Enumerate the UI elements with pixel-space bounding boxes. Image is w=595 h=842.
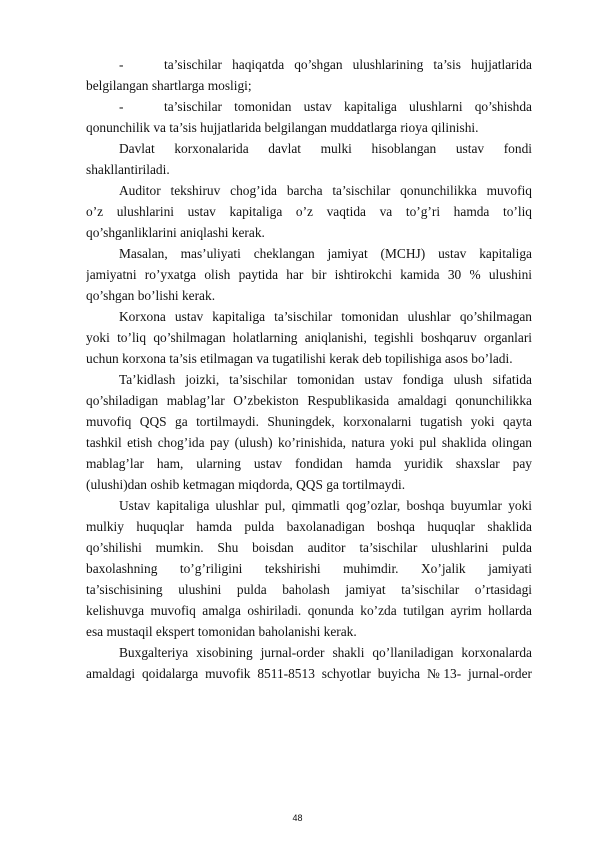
page-number: 48 <box>292 813 303 823</box>
text-line: Masalan, mas’uliyati cheklangan jamiyat (MCHJ) ustav kapitaliga <box>119 246 532 261</box>
text-line: Korxona ustav kapitaliga ta’sischilar tomonidan ulushlar qo’shilmagan <box>119 309 532 324</box>
text-line: qonunchilik va ta’sis hujjatlarida belgilangan muddatlarga rioya qilinishi. <box>86 120 479 135</box>
text-line: qo’shiladigan mablag’lar O’zbekiston Respublikasida amaldagi qonunchilikka <box>86 393 532 408</box>
text-line: Ta’kidlash joizki, ta’sischilar tomonidan ustav fondiga ulush sifatida <box>119 372 532 387</box>
text-line: qo’shilishi mumkin. Shu boisdan auditor ta’sischilar ulushlarini pulda <box>86 540 532 555</box>
text-line: ta’sischilar tomonidan ustav kapitaliga ulushlarni qo’shishda <box>164 99 532 114</box>
text-line: mulkiy huquqlar hamda pulda baxolanadigan boshqa huquqlar shaklida <box>86 519 532 534</box>
text-line: yoki to’liq qo’shilmagan holatlarning aniqlanishi, tegishli boshqaruv organlari <box>86 330 532 345</box>
text-line: muvofiq QQS ga tortilmaydi. Shuningdek, korxonalarni tugatish yoki qayta <box>86 414 532 429</box>
text-line: jamiyatni ro’yxatga olish paytida har bir ishtirokchi kamida 30 % ulushini <box>86 267 532 282</box>
text-line: belgilangan shartlarga mosligi; <box>86 78 252 93</box>
list-dash: - <box>119 99 124 114</box>
text-line: tashkil etish chog’ida pay (ulush) ko’rinishida, natura yoki pul shaklida olingan <box>86 435 532 450</box>
text-line: (ulushi)dan oshib ketmagan miqdorda, QQS ga tortilmaydi. <box>86 477 406 492</box>
text-line: mablag’lar ham, ularning ustav fondidan hamda yuridik shaxslar pay <box>86 456 532 471</box>
text-line: qo’shganliklarini aniqlashi kerak. <box>86 225 265 240</box>
text-line: shakllantiriladi. <box>86 162 170 177</box>
text-line: Davlat korxonalarida davlat mulki hisoblangan ustav fondi <box>119 141 532 156</box>
text-line: kelishuvga muvofiq amalga oshiriladi. qonunda ko’zda tutilgan ayrim hollarda <box>86 603 532 618</box>
text-line: Ustav kapitaliga ulushlar pul, qimmatli qog’ozlar, boshqa buyumlar yoki <box>119 498 532 513</box>
text-line: ta’sischisining ulushini pulda baholash jamiyat ta’sischilar o’rtasidagi <box>86 582 532 597</box>
text-line: ta’sischilar haqiqatda qo’shgan ulushlarining ta’sis hujjatlarida <box>164 57 532 72</box>
text-line: Auditor tekshiruv chog’ida barcha ta’sischilar qonunchilikka muvofiq <box>119 183 532 198</box>
text-line: esa mustaqil ekspert tomonidan baholanishi kerak. <box>86 624 357 639</box>
list-dash: - <box>119 57 124 72</box>
text-line: Buxgalteriya xisobining jurnal-order shakli qo’llaniladigan korxonalarda <box>119 645 532 660</box>
text-line: qo’shgan bo’lishi kerak. <box>86 288 216 303</box>
text-line: o’z ulushlarini ustav kapitaliga o’z vaqtida va to’g’ri hamda to’liq <box>86 204 532 219</box>
text-line: uchun korxona ta’sis etilmagan va tugatilishi kerak deb topilishiga asos bo’ladi. <box>86 351 513 366</box>
text-line: amaldagi qoidalarga muvofik 8511-8513 schyotlar buyicha №13- jurnal-order <box>86 666 532 681</box>
text-line: baxolashning to’g’riligini tekshirishi muhimdir. Xo’jalik jamiyati <box>86 561 532 576</box>
